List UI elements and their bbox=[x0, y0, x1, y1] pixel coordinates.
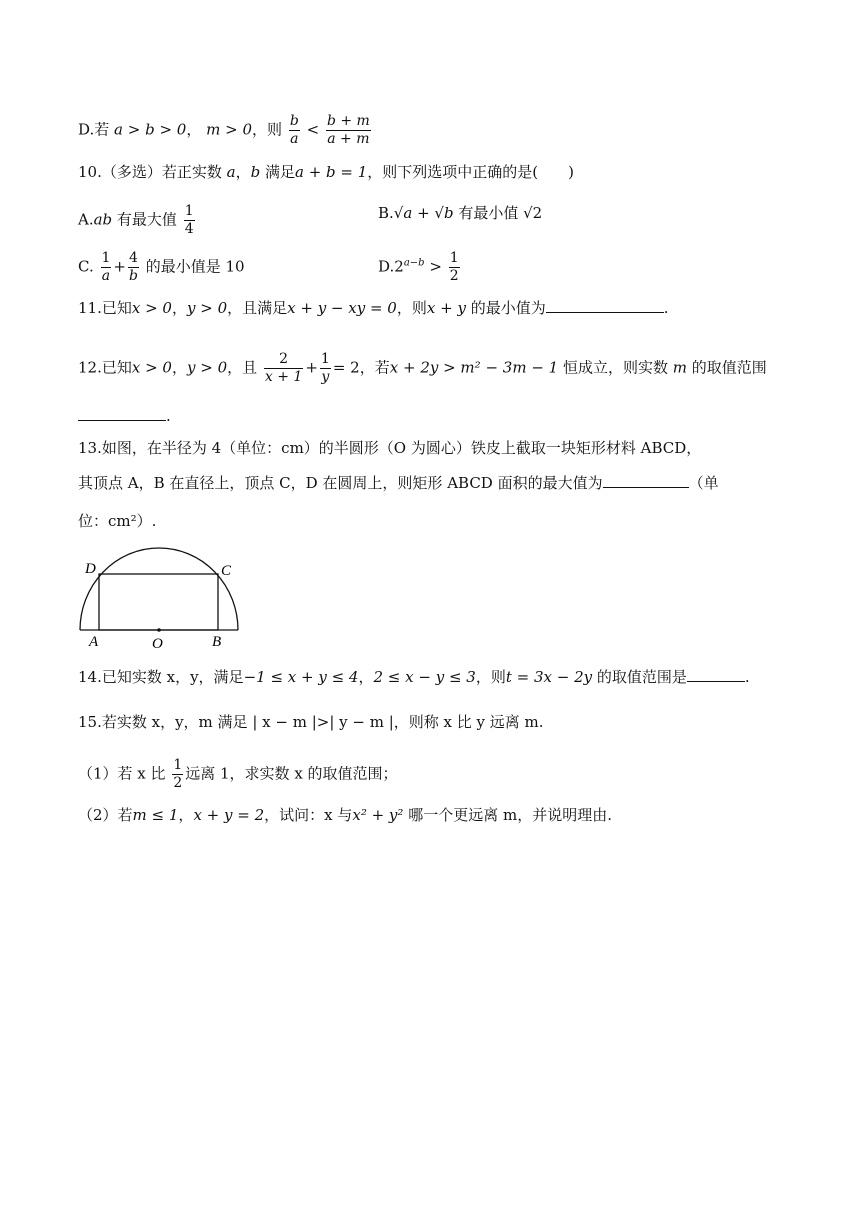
label-d: D bbox=[85, 561, 96, 577]
q15-2-sep: ， bbox=[178, 806, 194, 824]
q10-opta-var: ab bbox=[93, 210, 113, 229]
semicircle-figure bbox=[76, 542, 246, 652]
q10-optc-n1: 1 bbox=[101, 250, 111, 266]
q10-optc-d1: a bbox=[101, 268, 111, 284]
q14-b: ，则 bbox=[475, 668, 506, 686]
q9d-frac1-den: a bbox=[290, 131, 299, 147]
q12-d1: x + 1 bbox=[264, 369, 303, 385]
q10-optc-d2: b bbox=[129, 268, 138, 284]
q11-end: . bbox=[663, 299, 669, 317]
q9-option-d bbox=[78, 113, 373, 148]
q10-var-a: a bbox=[226, 163, 236, 181]
q10-optc-frac2 bbox=[128, 250, 139, 285]
q11-a: 11.已知 bbox=[78, 299, 132, 317]
q15-part1 bbox=[78, 757, 398, 792]
q9d-frac1-num: b bbox=[289, 113, 299, 129]
q10-optb-val: √2 bbox=[523, 204, 543, 222]
q15-1-den: 2 bbox=[173, 775, 183, 791]
q12-b: ，且 bbox=[227, 358, 258, 377]
q10-optb-expr: √a + √b bbox=[393, 204, 454, 222]
q11-d: 的最小值为 bbox=[465, 299, 546, 317]
q12 bbox=[78, 351, 767, 386]
q10-optd-den: 2 bbox=[449, 268, 459, 284]
q15-part2 bbox=[78, 805, 612, 825]
q11 bbox=[78, 298, 668, 318]
q11-c2: y > 0 bbox=[186, 299, 228, 317]
label-b: B bbox=[212, 634, 222, 650]
q13-line3: 位：cm²）. bbox=[78, 512, 157, 530]
q15-2-c2: x + y = 2 bbox=[193, 806, 265, 824]
answer-blank[interactable] bbox=[603, 473, 689, 488]
q10-optd-frac bbox=[449, 250, 460, 285]
q10-option-b bbox=[378, 203, 542, 223]
q10-optd-exp: a−b bbox=[403, 257, 425, 269]
q10-optd-num: 1 bbox=[449, 250, 459, 266]
q9d-cond1: a > b > 0 bbox=[114, 120, 187, 139]
q10-optb-label: B. bbox=[378, 204, 394, 222]
q10-opta-label: A. bbox=[78, 210, 94, 229]
q14-c2: 2 ≤ x − y ≤ 3 bbox=[373, 668, 476, 686]
q11-c: ，则 bbox=[396, 299, 427, 317]
q15-2-expr: x² + y² bbox=[352, 806, 404, 824]
q10-option-d bbox=[378, 250, 462, 285]
q15-1-a: （1）若 x 比 bbox=[78, 764, 166, 783]
q14-end: . bbox=[744, 668, 750, 686]
label-c: C bbox=[221, 563, 232, 579]
q10-stem-a: 10.（多选）若正实数 bbox=[78, 163, 227, 181]
label-a: A bbox=[89, 634, 99, 650]
q12-d2: y bbox=[321, 369, 330, 385]
q10-optc-plus: + bbox=[113, 257, 126, 276]
q9d-lt: < bbox=[306, 120, 320, 139]
q12-m: m bbox=[672, 358, 687, 377]
q15-stem: 15.若实数 x，y，m 满足 | x − m |>| y − m |，则称 x 比 y 远离 m. bbox=[78, 713, 544, 731]
q9d-label: D.若 bbox=[78, 120, 110, 139]
q10-stem-b: 满足 bbox=[260, 163, 295, 181]
q10-opta-frac bbox=[184, 203, 195, 238]
answer-blank[interactable] bbox=[78, 406, 166, 421]
q13-line2-end: （单 bbox=[688, 474, 719, 492]
answer-blank[interactable] bbox=[687, 667, 745, 682]
q15-1-b: 远离 1，求实数 x 的取值范围； bbox=[185, 764, 398, 783]
q12-frac1 bbox=[264, 351, 303, 386]
q9d-then: ，则 bbox=[252, 120, 283, 139]
semicircle-arc bbox=[80, 548, 238, 630]
q12-end: . bbox=[166, 407, 171, 425]
q14 bbox=[78, 667, 750, 687]
q15-1-num: 1 bbox=[173, 757, 183, 773]
answer-blank[interactable] bbox=[546, 298, 664, 313]
q12-d: 恒成立，则实数 bbox=[558, 358, 673, 377]
q14-c1: −1 ≤ x + y ≤ 4 bbox=[243, 668, 359, 686]
q12-c1: x > 0 bbox=[131, 358, 172, 377]
q12-c: ，若 bbox=[359, 358, 390, 377]
q12-c2: y > 0 bbox=[186, 358, 228, 377]
q12-plus: + bbox=[305, 358, 318, 377]
q13-line2 bbox=[78, 473, 719, 493]
q10-opta-den: 4 bbox=[184, 221, 194, 237]
q10-opta-text: 有最大值 bbox=[112, 210, 177, 229]
q11-expr: x + y bbox=[426, 299, 466, 317]
q9d-frac1 bbox=[289, 113, 300, 148]
q10-option-a bbox=[78, 203, 197, 238]
q10-optc-n2: 4 bbox=[129, 250, 138, 266]
q9d-frac2-num: b + m bbox=[326, 113, 370, 129]
q10-opta-num: 1 bbox=[184, 203, 194, 219]
q15-2-b: ，试问：x 与 bbox=[264, 806, 353, 824]
q12-e: 的取值范围 bbox=[686, 358, 767, 377]
q12-n2: 1 bbox=[320, 351, 330, 367]
q10-comma: ， bbox=[235, 163, 251, 181]
q12-sep: ， bbox=[171, 358, 187, 377]
q9d-cond2: m > 0 bbox=[206, 120, 253, 139]
q9d-sep: ， bbox=[186, 120, 202, 139]
q11-sep: ， bbox=[171, 299, 187, 317]
q12-ineq: x + 2y > m² − 3m − 1 bbox=[389, 358, 559, 377]
q13-line1: 13.如图，在半径为 4（单位：cm）的半圆形（O 为圆心）铁皮上截取一块矩形材料 ABCD， bbox=[78, 439, 702, 457]
q12-frac2 bbox=[320, 351, 331, 386]
q14-c: 的取值范围是 bbox=[592, 668, 687, 686]
q11-c1: x > 0 bbox=[131, 299, 172, 317]
q15-2-a: （2）若 bbox=[78, 806, 133, 824]
q10-var-b: b bbox=[250, 163, 261, 181]
rectangle-abcd bbox=[99, 574, 218, 630]
q15-2-c1: m ≤ 1 bbox=[132, 806, 179, 824]
q10-optd-label: D. bbox=[378, 257, 395, 276]
q10-optc-text: 的最小值是 10 bbox=[140, 257, 245, 276]
q14-a: 14.已知实数 x，y，满足 bbox=[78, 668, 244, 686]
q10-optb-text: 有最小值 bbox=[453, 204, 524, 222]
q10-optc-frac1 bbox=[101, 250, 112, 285]
q14-sep: ， bbox=[358, 668, 374, 686]
q13-line2-text: 其顶点 A，B 在直径上，顶点 C，D 在圆周上，则矩形 ABCD 面积的最大值为 bbox=[78, 474, 603, 492]
q12-n1: 2 bbox=[264, 351, 303, 369]
q12-blank-line bbox=[78, 406, 171, 426]
q9d-frac2-den: a + m bbox=[327, 131, 370, 147]
q12-eq: = 2 bbox=[332, 358, 360, 377]
q11-c3: x + y − xy = 0 bbox=[287, 299, 397, 317]
q10-optd-gt: > bbox=[424, 257, 442, 276]
q10-cond: a + b = 1 bbox=[294, 163, 368, 181]
label-o: O bbox=[152, 636, 163, 652]
q10-stem-c: ，则下列选项中正确的是( ) bbox=[367, 163, 575, 181]
q14-expr: t = 3x − 2y bbox=[505, 668, 593, 686]
q9d-frac2 bbox=[326, 113, 371, 148]
q12-a: 12.已知 bbox=[78, 358, 132, 377]
q11-b: ，且满足 bbox=[227, 299, 288, 317]
center-point-o bbox=[157, 628, 161, 632]
q15-1-frac bbox=[172, 757, 183, 792]
q15-2-c: 哪一个更远离 m，并说明理由. bbox=[403, 806, 612, 824]
q10-optc-label: C. bbox=[78, 257, 94, 276]
q10-optd-base: 2 bbox=[394, 257, 404, 276]
q10-option-c bbox=[78, 250, 245, 285]
q10-stem bbox=[78, 162, 574, 182]
